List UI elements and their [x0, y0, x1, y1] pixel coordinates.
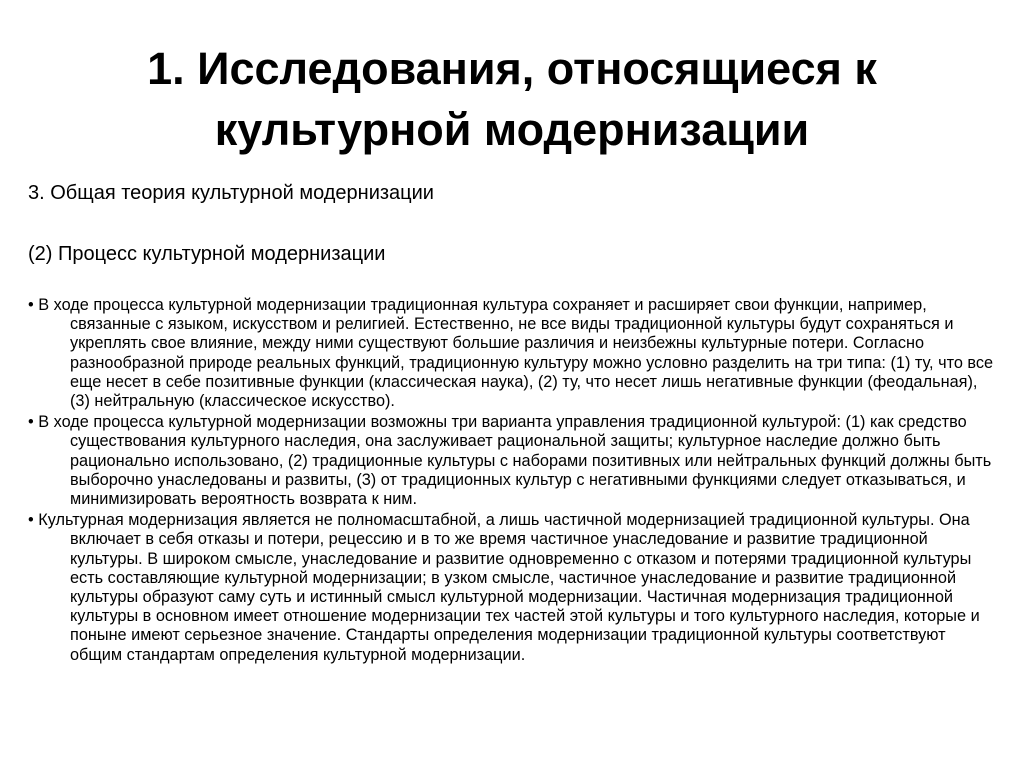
- slide-title: 1. Исследования, относящиеся к культурной модернизации: [147, 43, 877, 155]
- bullet-item: • В ходе процесса культурной модернизации возможны три варианта управления традиционной культурой: (1) как средство существования культурного наследия, она заслуживает рациональной защиты; культурное наследие должно быть рационально использовано, (2) традиционные культуры с наборами позитивных или нейтральных функций должны быть выборочно унаследованы и развиты, (3) от традиционных культур с негативными функциями следует отказываться, и минимизировать вероятность возврата к ним.: [28, 413, 992, 509]
- subsection-heading: (2) Процесс культурной модернизации: [28, 243, 386, 265]
- section-heading: 3. Общая теория культурной модернизации: [28, 182, 434, 204]
- bullet-item: • В ходе процесса культурной модернизации традиционная культура сохраняет и расширяет свои функции, например, связанные с языком, искусством и религией. Естественно, не все виды традиционной культуры будут сохраняться и укреплять свое влияние, между ними существуют большие различия и неизбежны культурные потери. Согласно разнообразной природе реальных функций, традиционную культуру можно условно разделить на три типа: (1) ту, что все еще несет в себе позитивные функции (классическая наука), (2) ту, что несет лишь негативные функции (феодальная), (3) нейтральную (классическое искусство).: [28, 296, 994, 411]
- bullet-item: • Культурная модернизация является не полномасштабной, а лишь частичной модернизацией традиционной культуры. Она включает в себя отказы и потери, рецессию и в то же время частичное унаследование и развитие традиционной культуры. В широком смысле, унаследование и развитие одновременно с отказом и потерями традиционной культуры есть составляющие культурной модернизации; в узком смысле, частичное унаследование и развитие традиционной культуры образуют саму суть и истинный смысл культурной модернизации. Частичная модернизация традиционной культуры в основном имеет отношение модернизации тех частей этой культуры и того культурного наследия, которые и поныне имеют серьезное значение. Стандарты определения модернизации традиционной культуры соответствуют общим стандартам определения культурной модернизации.: [28, 511, 980, 664]
- bullet-list: [28, 296, 996, 667]
